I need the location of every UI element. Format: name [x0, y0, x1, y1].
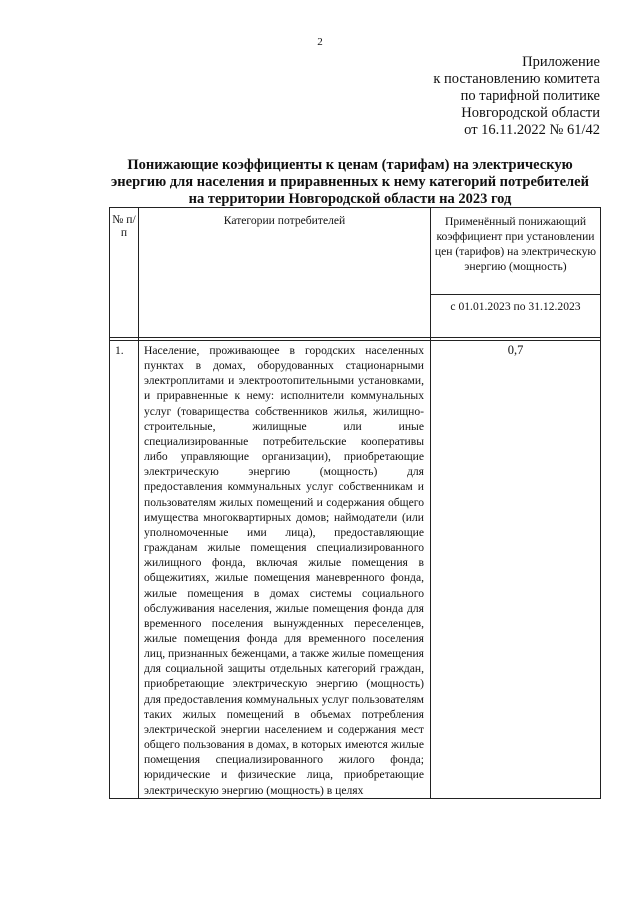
table-row: [110, 341, 601, 799]
row-coefficient: 0,7: [431, 341, 601, 799]
header-num: № п/п: [110, 208, 139, 338]
header-category: Категории потребителей: [139, 208, 431, 338]
appendix-line: к постановлению комитета: [433, 71, 600, 87]
appendix-line: от 16.11.2022 № 61/42: [464, 122, 600, 138]
header-coefficient: Применённый понижающий коэффициент при установлении цен (тарифов) на электрическую энергию (мощность): [431, 208, 601, 295]
appendix-line: по тарифной политике: [460, 88, 600, 104]
coefficients-table: [109, 207, 601, 799]
title-line: на территории Новгородской области на 2023 год: [188, 191, 512, 207]
appendix-line: Новгородской области: [461, 105, 600, 121]
title-line: Понижающие коэффициенты к ценам (тарифам) на электрическую: [127, 157, 573, 173]
appendix-block: [320, 54, 600, 139]
page-number: 2: [317, 36, 323, 48]
title-line: энергию для населения и приравненных к нему категорий потребителей: [111, 174, 589, 190]
row-category-text: Население, проживающее в городских населенных пунктах в домах, оборудованных стационарными электроплитами и электроотопительными установками, и приравненные к нему: исполнители коммунальных услуг (товарищества собственников жилья, жилищно-строительные, жилищные или иные специализированные потребительские кооперативы либо управляющие организации), приобретающие электрическую энергию (мощность) для предоставления коммунальных услуг собственникам и пользователям жилых помещений и содержания общего имущества многоквартирных домов; наймодатели (или уполномоченные ими лица), предоставляющие гражданам жилые помещения специализированного жилищного фонда, включая жилые помещения в общежитиях, жилые помещения маневренного фонда, жилые помещения в домах системы социального обслуживания населения, жилые помещения фонда для временного поселения вынужденных переселенцев, жилые помещения фонда для временного поселения лиц, признанных беженцами, а также жилые помещения для социальной защиты отдельных категорий граждан, приобретающие электрическую энергию (мощность) для предоставления коммунальных услуг пользователям таких жилых помещений в объемах потребления электрической энергии населением и содержания мест общего пользования в домах, в которых имеются жилые помещения специализированного жилого фонда; юридические и физические лица, приобретающие электрическую энергию (мощность) в целях: [139, 341, 431, 799]
table-header-row: [110, 208, 601, 295]
document-title: [100, 157, 600, 208]
header-period: с 01.01.2023 по 31.12.2023: [431, 295, 601, 338]
appendix-line: Приложение: [522, 54, 600, 70]
row-number: 1.: [110, 341, 139, 799]
